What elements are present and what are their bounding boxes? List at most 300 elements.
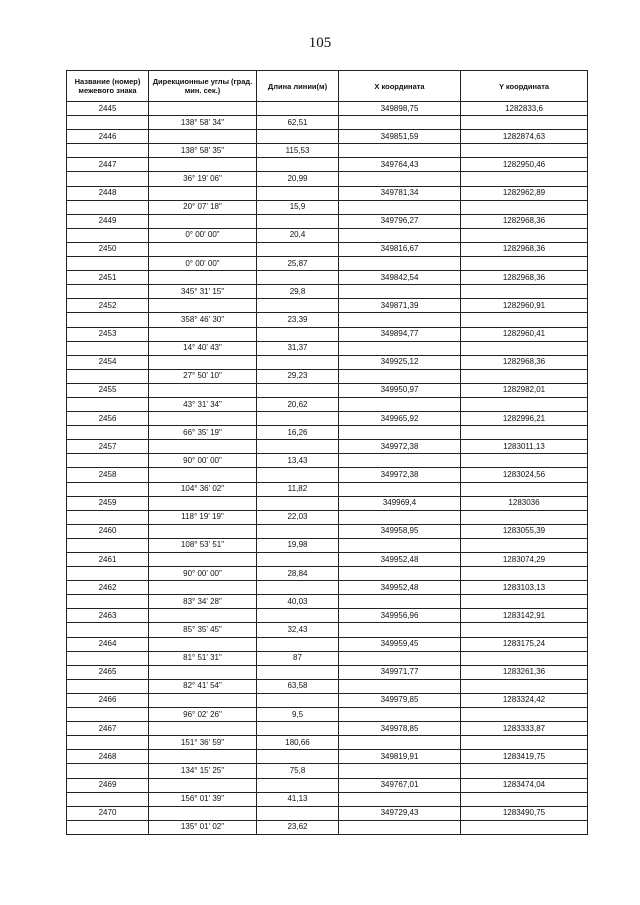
cell-empty: [149, 214, 257, 228]
cell-x-coordinate: 349729,43: [339, 806, 461, 820]
cell-empty: [149, 327, 257, 341]
cell-x-coordinate: 349979,85: [339, 693, 461, 707]
cell-x-coordinate: 349958,95: [339, 524, 461, 538]
cell-line-length: 20,99: [257, 172, 339, 186]
table-row-segment: [67, 369, 588, 383]
cell-line-length: 62,51: [257, 116, 339, 130]
cell-point-name: 2466: [67, 693, 149, 707]
cell-y-coordinate: 1283055,39: [461, 524, 588, 538]
cell-empty: [149, 158, 257, 172]
cell-point-name: 2467: [67, 722, 149, 736]
table-row-point: [67, 665, 588, 679]
cell-empty: [461, 257, 588, 271]
cell-x-coordinate: 349952,48: [339, 581, 461, 595]
cell-line-length: 75,8: [257, 764, 339, 778]
cell-y-coordinate: 1282833,6: [461, 102, 588, 116]
table-row-point: [67, 524, 588, 538]
cell-empty: [461, 482, 588, 496]
cell-empty: [149, 693, 257, 707]
cell-empty: [339, 172, 461, 186]
table-row-point: [67, 412, 588, 426]
cell-y-coordinate: 1283175,24: [461, 637, 588, 651]
cell-line-length: 15,9: [257, 200, 339, 214]
table-row-segment: [67, 792, 588, 806]
cell-point-name: 2445: [67, 102, 149, 116]
cell-empty: [67, 595, 149, 609]
cell-empty: [461, 736, 588, 750]
cell-line-length: 29,23: [257, 369, 339, 383]
cell-direction-angle: 118° 19' 19": [149, 510, 257, 524]
cell-empty: [257, 665, 339, 679]
cell-empty: [461, 200, 588, 214]
cell-y-coordinate: 1283261,36: [461, 665, 588, 679]
cell-line-length: 20,62: [257, 397, 339, 411]
cell-empty: [67, 200, 149, 214]
cell-empty: [67, 454, 149, 468]
cell-empty: [339, 820, 461, 834]
cell-empty: [257, 383, 339, 397]
cell-empty: [149, 412, 257, 426]
table-row-point: [67, 242, 588, 256]
cell-empty: [339, 764, 461, 778]
cell-empty: [461, 708, 588, 722]
cell-x-coordinate: 349819,91: [339, 750, 461, 764]
cell-y-coordinate: 1282950,46: [461, 158, 588, 172]
cell-point-name: 2462: [67, 581, 149, 595]
cell-empty: [149, 665, 257, 679]
table-row-segment: [67, 820, 588, 834]
cell-empty: [339, 736, 461, 750]
cell-y-coordinate: 1282874,63: [461, 130, 588, 144]
cell-empty: [149, 637, 257, 651]
cell-empty: [257, 524, 339, 538]
table-row-point: [67, 299, 588, 313]
cell-point-name: 2465: [67, 665, 149, 679]
cell-empty: [257, 299, 339, 313]
cell-point-name: 2458: [67, 468, 149, 482]
cell-direction-angle: 151° 36' 59": [149, 736, 257, 750]
cell-direction-angle: 27° 50' 10": [149, 369, 257, 383]
cell-empty: [67, 708, 149, 722]
cell-empty: [461, 397, 588, 411]
cell-empty: [149, 186, 257, 200]
cell-empty: [339, 144, 461, 158]
cell-empty: [67, 369, 149, 383]
cell-empty: [67, 538, 149, 552]
cell-empty: [149, 806, 257, 820]
header-angle: Дирекционные углы (град. мин. сек.): [149, 71, 257, 102]
cell-x-coordinate: 349764,43: [339, 158, 461, 172]
cell-point-name: 2452: [67, 299, 149, 313]
table-row-point: [67, 383, 588, 397]
cell-y-coordinate: 1282960,91: [461, 299, 588, 313]
table-row-segment: [67, 567, 588, 581]
cell-empty: [149, 355, 257, 369]
cell-empty: [461, 651, 588, 665]
cell-empty: [67, 172, 149, 186]
cell-direction-angle: 104° 36' 02": [149, 482, 257, 496]
cell-line-length: 11,82: [257, 482, 339, 496]
cell-direction-angle: 36° 19' 06": [149, 172, 257, 186]
cell-empty: [67, 792, 149, 806]
cell-point-name: 2447: [67, 158, 149, 172]
cell-empty: [257, 130, 339, 144]
table-row-segment: [67, 116, 588, 130]
cell-empty: [149, 524, 257, 538]
cell-direction-angle: 358° 46' 30": [149, 313, 257, 327]
table-row-segment: [67, 510, 588, 524]
cell-x-coordinate: 349898,75: [339, 102, 461, 116]
cell-empty: [461, 426, 588, 440]
cell-x-coordinate: 349851,59: [339, 130, 461, 144]
cell-line-length: 29,8: [257, 285, 339, 299]
cell-y-coordinate: 1283074,29: [461, 553, 588, 567]
cell-y-coordinate: 1283036: [461, 496, 588, 510]
cell-empty: [339, 116, 461, 130]
cell-direction-angle: 345° 31' 15": [149, 285, 257, 299]
cell-empty: [339, 679, 461, 693]
cell-empty: [461, 172, 588, 186]
cell-x-coordinate: 349978,85: [339, 722, 461, 736]
table-row-segment: [67, 228, 588, 242]
header-y: Y координата: [461, 71, 588, 102]
cell-empty: [149, 496, 257, 510]
cell-y-coordinate: 1283011,13: [461, 440, 588, 454]
cell-x-coordinate: 349972,38: [339, 440, 461, 454]
cell-empty: [149, 609, 257, 623]
cell-line-length: 25,87: [257, 257, 339, 271]
table-row-point: [67, 468, 588, 482]
cell-line-length: 19,98: [257, 538, 339, 552]
table-body: [67, 102, 588, 835]
table-row-segment: [67, 651, 588, 665]
cell-y-coordinate: 1282968,36: [461, 355, 588, 369]
cell-line-length: 31,37: [257, 341, 339, 355]
cell-line-length: 115,53: [257, 144, 339, 158]
cell-empty: [461, 567, 588, 581]
cell-empty: [67, 116, 149, 130]
boundary-coordinates-table: [66, 70, 588, 835]
cell-empty: [257, 496, 339, 510]
cell-empty: [257, 778, 339, 792]
table-row-segment: [67, 708, 588, 722]
cell-line-length: 180,66: [257, 736, 339, 750]
cell-line-length: 23,39: [257, 313, 339, 327]
cell-empty: [339, 595, 461, 609]
cell-x-coordinate: 349925,12: [339, 355, 461, 369]
cell-y-coordinate: 1283024,56: [461, 468, 588, 482]
table-row-point: [67, 637, 588, 651]
cell-direction-angle: 138° 58' 34": [149, 116, 257, 130]
table-row-segment: [67, 172, 588, 186]
cell-empty: [257, 271, 339, 285]
cell-direction-angle: 0° 00' 00": [149, 257, 257, 271]
cell-empty: [67, 257, 149, 271]
cell-empty: [257, 468, 339, 482]
table-row-point: [67, 778, 588, 792]
cell-empty: [461, 820, 588, 834]
cell-y-coordinate: 1282968,36: [461, 214, 588, 228]
cell-empty: [339, 313, 461, 327]
cell-y-coordinate: 1282968,36: [461, 271, 588, 285]
cell-empty: [461, 313, 588, 327]
cell-direction-angle: 134° 15' 25": [149, 764, 257, 778]
cell-empty: [257, 609, 339, 623]
table-row-point: [67, 496, 588, 510]
table-row-segment: [67, 764, 588, 778]
cell-y-coordinate: 1283490,75: [461, 806, 588, 820]
cell-empty: [67, 679, 149, 693]
cell-empty: [149, 750, 257, 764]
cell-x-coordinate: 349781,34: [339, 186, 461, 200]
cell-point-name: 2457: [67, 440, 149, 454]
table-row-segment: [67, 341, 588, 355]
cell-empty: [257, 355, 339, 369]
cell-x-coordinate: 349871,39: [339, 299, 461, 313]
cell-direction-angle: 83° 34' 28": [149, 595, 257, 609]
cell-empty: [67, 623, 149, 637]
cell-empty: [257, 214, 339, 228]
table-row-segment: [67, 313, 588, 327]
cell-y-coordinate: 1283103,13: [461, 581, 588, 595]
cell-empty: [339, 792, 461, 806]
cell-direction-angle: 85° 35' 45": [149, 623, 257, 637]
cell-direction-angle: 108° 53' 51": [149, 538, 257, 552]
cell-empty: [461, 454, 588, 468]
table-row-segment: [67, 257, 588, 271]
cell-y-coordinate: 1283142,91: [461, 609, 588, 623]
cell-empty: [339, 651, 461, 665]
cell-empty: [461, 538, 588, 552]
cell-empty: [339, 397, 461, 411]
cell-direction-angle: 96° 02' 26": [149, 708, 257, 722]
table-row-point: [67, 750, 588, 764]
table-row-point: [67, 722, 588, 736]
header-x: X координата: [339, 71, 461, 102]
table-row-point: [67, 214, 588, 228]
table-row-point: [67, 693, 588, 707]
cell-line-length: 28,84: [257, 567, 339, 581]
cell-empty: [257, 242, 339, 256]
table-row-point: [67, 581, 588, 595]
cell-y-coordinate: 1283324,42: [461, 693, 588, 707]
cell-direction-angle: 81° 51' 31": [149, 651, 257, 665]
cell-point-name: 2455: [67, 383, 149, 397]
cell-line-length: 22,03: [257, 510, 339, 524]
cell-empty: [149, 299, 257, 313]
cell-direction-angle: 135° 01' 02": [149, 820, 257, 834]
cell-empty: [257, 440, 339, 454]
cell-empty: [67, 736, 149, 750]
cell-x-coordinate: 349842,54: [339, 271, 461, 285]
cell-empty: [67, 567, 149, 581]
cell-point-name: 2451: [67, 271, 149, 285]
cell-empty: [67, 285, 149, 299]
cell-empty: [257, 581, 339, 595]
cell-empty: [67, 228, 149, 242]
cell-point-name: 2468: [67, 750, 149, 764]
page-number: 105: [308, 35, 332, 51]
cell-empty: [461, 679, 588, 693]
cell-y-coordinate: 1282996,21: [461, 412, 588, 426]
cell-empty: [67, 820, 149, 834]
cell-empty: [257, 412, 339, 426]
table-row-point: [67, 327, 588, 341]
cell-y-coordinate: 1282968,36: [461, 242, 588, 256]
table-row-segment: [67, 679, 588, 693]
table-header-row: [67, 71, 588, 102]
cell-empty: [149, 553, 257, 567]
cell-empty: [339, 482, 461, 496]
cell-point-name: 2449: [67, 214, 149, 228]
cell-x-coordinate: 349816,67: [339, 242, 461, 256]
cell-empty: [257, 186, 339, 200]
cell-empty: [257, 722, 339, 736]
cell-empty: [67, 313, 149, 327]
table-row-point: [67, 806, 588, 820]
cell-empty: [339, 369, 461, 383]
table-row-segment: [67, 426, 588, 440]
table-row-point: [67, 102, 588, 116]
cell-point-name: 2459: [67, 496, 149, 510]
table-row-point: [67, 158, 588, 172]
table-row-point: [67, 186, 588, 200]
cell-point-name: 2446: [67, 130, 149, 144]
cell-line-length: 23,62: [257, 820, 339, 834]
table-row-segment: [67, 623, 588, 637]
cell-empty: [257, 693, 339, 707]
cell-line-length: 40,03: [257, 595, 339, 609]
table-row-point: [67, 271, 588, 285]
cell-empty: [461, 144, 588, 158]
cell-empty: [461, 228, 588, 242]
cell-direction-angle: 156° 01' 39": [149, 792, 257, 806]
cell-empty: [461, 285, 588, 299]
cell-empty: [67, 510, 149, 524]
table-row-segment: [67, 454, 588, 468]
header-length: Длина линии(м): [257, 71, 339, 102]
cell-point-name: 2469: [67, 778, 149, 792]
cell-line-length: 32,43: [257, 623, 339, 637]
cell-line-length: 9,5: [257, 708, 339, 722]
cell-empty: [461, 510, 588, 524]
cell-empty: [149, 383, 257, 397]
cell-line-length: 63,58: [257, 679, 339, 693]
cell-empty: [149, 778, 257, 792]
cell-point-name: 2461: [67, 553, 149, 567]
cell-x-coordinate: 349972,38: [339, 468, 461, 482]
cell-x-coordinate: 349952,48: [339, 553, 461, 567]
cell-point-name: 2454: [67, 355, 149, 369]
cell-y-coordinate: 1283333,87: [461, 722, 588, 736]
table-row-segment: [67, 397, 588, 411]
table-row-segment: [67, 144, 588, 158]
cell-empty: [461, 623, 588, 637]
cell-x-coordinate: 349894,77: [339, 327, 461, 341]
table-row-point: [67, 440, 588, 454]
cell-line-length: 87: [257, 651, 339, 665]
cell-empty: [339, 708, 461, 722]
cell-direction-angle: 82° 41' 54": [149, 679, 257, 693]
cell-x-coordinate: 349950,97: [339, 383, 461, 397]
cell-direction-angle: 20° 07' 18": [149, 200, 257, 214]
cell-point-name: 2463: [67, 609, 149, 623]
cell-empty: [339, 623, 461, 637]
cell-empty: [461, 792, 588, 806]
cell-empty: [461, 116, 588, 130]
cell-empty: [257, 102, 339, 116]
cell-direction-angle: 90° 00' 00": [149, 567, 257, 581]
cell-empty: [149, 130, 257, 144]
cell-empty: [149, 102, 257, 116]
cell-empty: [67, 144, 149, 158]
table-row-segment: [67, 482, 588, 496]
cell-x-coordinate: 349767,01: [339, 778, 461, 792]
cell-point-name: 2464: [67, 637, 149, 651]
cell-empty: [67, 764, 149, 778]
cell-direction-angle: 43° 31' 34": [149, 397, 257, 411]
table-row-segment: [67, 285, 588, 299]
cell-x-coordinate: 349959,45: [339, 637, 461, 651]
cell-y-coordinate: 1282962,89: [461, 186, 588, 200]
cell-line-length: 16,26: [257, 426, 339, 440]
header-name: Название (номер) межевого знака: [67, 71, 149, 102]
cell-empty: [257, 806, 339, 820]
cell-empty: [339, 285, 461, 299]
cell-empty: [339, 454, 461, 468]
cell-empty: [339, 257, 461, 271]
cell-point-name: 2453: [67, 327, 149, 341]
cell-empty: [67, 482, 149, 496]
cell-y-coordinate: 1282982,01: [461, 383, 588, 397]
cell-empty: [149, 581, 257, 595]
cell-direction-angle: 14° 40' 43": [149, 341, 257, 355]
cell-x-coordinate: 349969,4: [339, 496, 461, 510]
cell-point-name: 2460: [67, 524, 149, 538]
cell-empty: [339, 200, 461, 214]
cell-x-coordinate: 349965,92: [339, 412, 461, 426]
cell-empty: [149, 271, 257, 285]
cell-empty: [67, 426, 149, 440]
cell-empty: [339, 341, 461, 355]
cell-direction-angle: 0° 00' 00": [149, 228, 257, 242]
cell-empty: [461, 764, 588, 778]
table-row-point: [67, 130, 588, 144]
cell-empty: [257, 158, 339, 172]
cell-empty: [461, 595, 588, 609]
table-row-segment: [67, 595, 588, 609]
cell-point-name: 2456: [67, 412, 149, 426]
cell-empty: [67, 341, 149, 355]
cell-x-coordinate: 349956,96: [339, 609, 461, 623]
cell-empty: [149, 722, 257, 736]
cell-line-length: 13,43: [257, 454, 339, 468]
cell-direction-angle: 138° 58' 35": [149, 144, 257, 158]
cell-empty: [339, 538, 461, 552]
cell-x-coordinate: 349796,27: [339, 214, 461, 228]
cell-empty: [149, 468, 257, 482]
cell-empty: [257, 553, 339, 567]
table-row-point: [67, 355, 588, 369]
cell-empty: [339, 426, 461, 440]
cell-empty: [339, 567, 461, 581]
cell-point-name: 2450: [67, 242, 149, 256]
cell-empty: [67, 397, 149, 411]
cell-y-coordinate: 1282960,41: [461, 327, 588, 341]
cell-empty: [149, 440, 257, 454]
cell-empty: [149, 242, 257, 256]
cell-empty: [461, 369, 588, 383]
